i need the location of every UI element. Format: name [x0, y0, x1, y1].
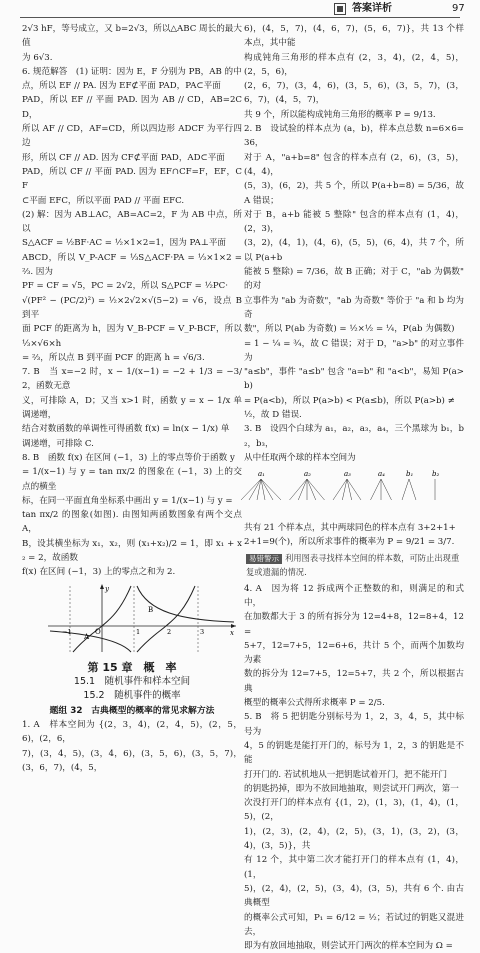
text-line: 对于 B，a+b 能被 5 整除" 包含的样本点有 (1，4)，(2，3)， [244, 209, 464, 235]
text-line: 5. B 将 5 把钥匙分别标号为 1，2，3，4，5，其中标号为 [244, 712, 464, 737]
graph-label: 1 [136, 627, 141, 636]
section-title: 15.2 随机事件的概率 [83, 690, 181, 702]
text-line: 7)，(3，4，5)，(3，4，6)，(3，5，6)，(3，5，7)，(3，6，7)，(4，5， [22, 748, 242, 773]
tree-branch [307, 479, 325, 500]
tree-root: a₁ [258, 470, 265, 479]
text-line: 8. B 函数 f(x) 在区间 (−1，3) 上的零点等价于函数 y [22, 452, 235, 463]
text-line: 6. 规范解答 (1) 证明：因为 E，F 分别为 PB，AB 的中 [22, 66, 242, 77]
text-line: 对于 A，"a+b=8" 包含的样本点有 (2，6)，(3，5)，(4，4)， [244, 152, 464, 177]
text-line: 2. B 设试验的样本点为 (a，b)，样本点总数 n=6×6=36， [244, 124, 464, 149]
text-line: = ⅔，所以点 B 到平面 PCF 的距离 h = √6/3. [22, 352, 205, 363]
text-line: 在加数都大于 3 的所有拆分为 12=4+8，12=8+4，12= [244, 612, 464, 637]
page-header [0, 0, 480, 18]
text-line: 所以 AF // CD，AF=CD，所以四边形 ADCF 为平行四边 [22, 124, 242, 149]
tan-curve-2 [137, 586, 195, 652]
text-line: f(x) 在区间 (−1，3) 上的零点之和为 2. [22, 567, 176, 578]
tree-branch [402, 479, 409, 500]
section-title: 15.1 随机事件和样本空间 [73, 676, 191, 688]
graph-label: 3 [200, 627, 205, 636]
chapter-title: 第 15 章 概 率 [87, 660, 177, 674]
text-line: 从中任取两个球的样本空间为 [244, 452, 356, 463]
text-line: (2，6，7)，(3，4，6)，(3，5，6)，(3，5，7)，(3，6，7)，(4，5，7)， [244, 81, 464, 106]
tree-branch [381, 479, 392, 500]
text-line: (3，2)，(4，1)，(4，6)，(5，5)，(6，4)，共 7 个，所以 P(a+b [244, 238, 464, 263]
tree-branch [290, 479, 308, 500]
tree-branch [298, 479, 307, 500]
tree-branch [409, 479, 416, 500]
text-line: 构成钝角三角形的样本点有 (2，3，4)，(2，4，5)，(2，5，6)， [244, 52, 464, 77]
text-line: 5+7，12=7+5，12=6+6，共计 5 个，而两个加数均为素 [244, 640, 464, 666]
text-line: √(PF² − (PC/2)²) = ½×2√2×√(5−2) = √6，设点 B 到平 [22, 295, 242, 320]
text-line: ⊂平面 EFC，所以平面 PAD // 平面 EFC. [22, 195, 185, 206]
text-line: = P(a<b)，所以 P(a>b) < P(a≤b)，所以 P(a>b) ≠ [244, 395, 455, 406]
tree-branch [371, 479, 382, 500]
text-line: 5)，(2，4)，(2，5)，(3，4)，(3，5)，共有 6 个. 由古典概型 [244, 883, 464, 909]
header-rule [20, 17, 460, 18]
text-line: 义，可排除 A，D；又当 x>1 时，函数 y = x − 1/x 单调递增， [22, 395, 242, 421]
warning-note [244, 551, 464, 580]
tree-root: a₄ [378, 470, 385, 479]
text-line: "a≤b"，事件 "a≤b" 包含 "a=b" 和 "a<b"，易知 P(a>b) [244, 367, 464, 392]
text-line: 立事件为 "ab 为奇数"，"ab 为奇数" 等价于 "a 和 b 均为奇 [244, 295, 464, 320]
graph-label: B [148, 605, 154, 614]
graph-label: x [230, 628, 234, 637]
book-logo-icon [334, 3, 346, 15]
text-line: ½，故 D 错误. [244, 410, 302, 421]
text-line: 共 9 个，所以能构成钝角三角形的概率 P = 9/13. [244, 109, 436, 120]
text-line: = 1/(x−1) 与 y = tan πx/2 的图象在 (−1，3) 上的交点的横坐 [22, 467, 242, 492]
text-line: 有 12 个，其中第二次才能打开门的样本点有 (1，4)，(1， [244, 855, 464, 880]
text-line: 数"，所以 P(ab 为奇数) = ½×½ = ¼，P(ab 为偶数) [244, 324, 455, 335]
left-column [22, 22, 242, 773]
x-axis-arrow-icon [231, 624, 236, 628]
y-axis-arrow-icon [100, 584, 104, 589]
tree-root: a₃ [344, 470, 351, 479]
topic-title: 题组 32 古典概型的概率的常见求解方法 [49, 705, 215, 716]
text-line: tan πx/2 的图象(如图). 由图知两函数图象有两个交点 A， [22, 510, 242, 535]
text-line: 1)，(2，3)，(2，4)，(2，5)，(3，1)，(3，2)，(3，4)，(3，5)}，共 [244, 826, 464, 852]
graph-label: y [105, 584, 109, 593]
text-line: 的概率公式可知，P₁ = 6/12 = ½；若试过的钥匙又混进去， [244, 912, 464, 937]
text-line: 点，所以 EF // PA. 因为 EF⊄平面 PAD，PA⊂平面 [22, 81, 221, 92]
text-line: 2√3 hF，等号成立，又 b=2√3，所以△ABC 周长的最大值 [22, 24, 242, 49]
text-line: 调递增，可排除 C. [22, 438, 94, 449]
text-line: 概型的概率公式得所求概率 P = 2/5. [244, 698, 385, 709]
text-line: 标，在同一平面直角坐标系中画出 y = 1/(x−1) 与 y = [22, 495, 233, 506]
graph-label: A [84, 632, 90, 641]
text-line: 4. A 因为将 12 拆成两个正整数的和，则满足的和式中， [244, 583, 464, 608]
text-line: 3. B 设四个白球为 a₁，a₂，a₃，a₄，三个黑球为 b₁，b₂，b₃， [244, 424, 464, 449]
text-line: 形，所以 CF // AD. 因为 CF⊄平面 PAD，AD⊂平面 [22, 152, 225, 163]
text-line: 为 6√3. [22, 52, 53, 63]
text-line: 能被 5 整除) = 7/36，故 B 正确；对于 C，"ab 为偶数" 的对 [244, 267, 464, 292]
text-line: 结合对数函数的单调性可得函数 f(x) = ln(x − 1/x) 单 [22, 424, 230, 435]
note-text: 利用图表寻找样本空间的样本数，可防止出现重复或遗漏的情况. [246, 553, 460, 578]
text-line: 数的拆分为 12=7+5，12=5+7，共 2 个，所以根据古典 [244, 669, 464, 694]
text-line: = 1 − ¼ = ¾，故 C 错误；对于 D，"a>b" 的对立事件为 [244, 338, 464, 363]
text-line: (5，3)，(6，2)，共 5 个，所以 P(a+b=8) = 5/36，故 A 错误； [244, 181, 464, 206]
text-line: 4，5 的钥匙是能打开门的，标号为 1，2，3 的钥匙是不能 [244, 740, 464, 766]
page-number: 97 [452, 3, 465, 14]
text-line: 次没打开门的样本点有 {(1，2)，(1，3)，(1，4)，(1，5)，(2， [244, 798, 464, 823]
text-line: 1. A 样本空间为 {(2，3，4)，(2，4，5)，(2，5，6)，(2，6， [22, 720, 242, 745]
text-line: 面 PCF 的距离为 h，因为 V_B-PCF = V_P-BCF，所以 ⅓×√6×h [22, 324, 242, 349]
text-line: B，设其横坐标为 x₁，x₂，则 (x₁+x₂)/2 = 1，即 x₁ + x₂ = 2，故函数 [22, 538, 242, 563]
text-line: ABCD，所以 V_P-ACF = ⅓S△ACF·PA = ⅓×1×2 = ⅔. 因为 [22, 252, 242, 278]
text-line: 6)，(4，5，7)，(4，6，7)，(5，6，7)}，共 13 个样本点，其中能 [244, 24, 464, 49]
text-line: 打开门的. 若试机地从一把钥匙试着开门，把不能开门 [244, 769, 448, 780]
text-line: 的钥匙扔掉，即为不放回地抽取，则尝试开门两次，第一 [244, 783, 459, 794]
graph-label: 2 [167, 627, 172, 636]
tree-root: b₁ [406, 470, 414, 479]
tree-branch [307, 479, 316, 500]
text-line: 即为有放回地抽取，则尝试开门两次的样本空间为 Ω = [244, 941, 453, 952]
tree-root: b₂ [432, 470, 440, 479]
tree-root: a₂ [304, 470, 311, 479]
text-line: 7. B 当 x=−2 时，x − 1/(x−1) = −2 + 1/3 = −3/2，函数无意 [22, 367, 242, 392]
text-line: (2) 解：因为 AB⊥AC，AB=AC=2，F 为 AB 中点，所以 [22, 209, 242, 235]
graph-label: O [95, 627, 101, 636]
note-tag: 易错警示 [246, 554, 282, 564]
right-column [244, 22, 464, 952]
function-graph [40, 582, 240, 654]
text-line: PAD，所以 EF // 平面 PAD. 因为 AB // CD，AB=2CD， [22, 95, 242, 120]
text-line: PF = CF = √5，PC = 2√2，所以 S△PCF = ½PC· [22, 281, 228, 292]
sample-space-tree-diagram [252, 468, 452, 512]
text-line: 共有 21 个样本点，其中两球同色的样本点有 3+2+1+ [244, 522, 456, 533]
text-line: 2+1=9(个)，所以所求事件的概率为 P = 9/21 = 3/7. [244, 536, 455, 547]
text-line: PAD，所以 CF // 平面 PAD. 因为 EF∩CF=F，EF，CF [22, 166, 242, 192]
text-line: S△ACF = ½BF·AC = ½×1×2=1，因为 PA⊥平面 [22, 238, 227, 249]
header-title: 答案详析 [352, 3, 392, 14]
graph-label: −1 [62, 627, 72, 636]
